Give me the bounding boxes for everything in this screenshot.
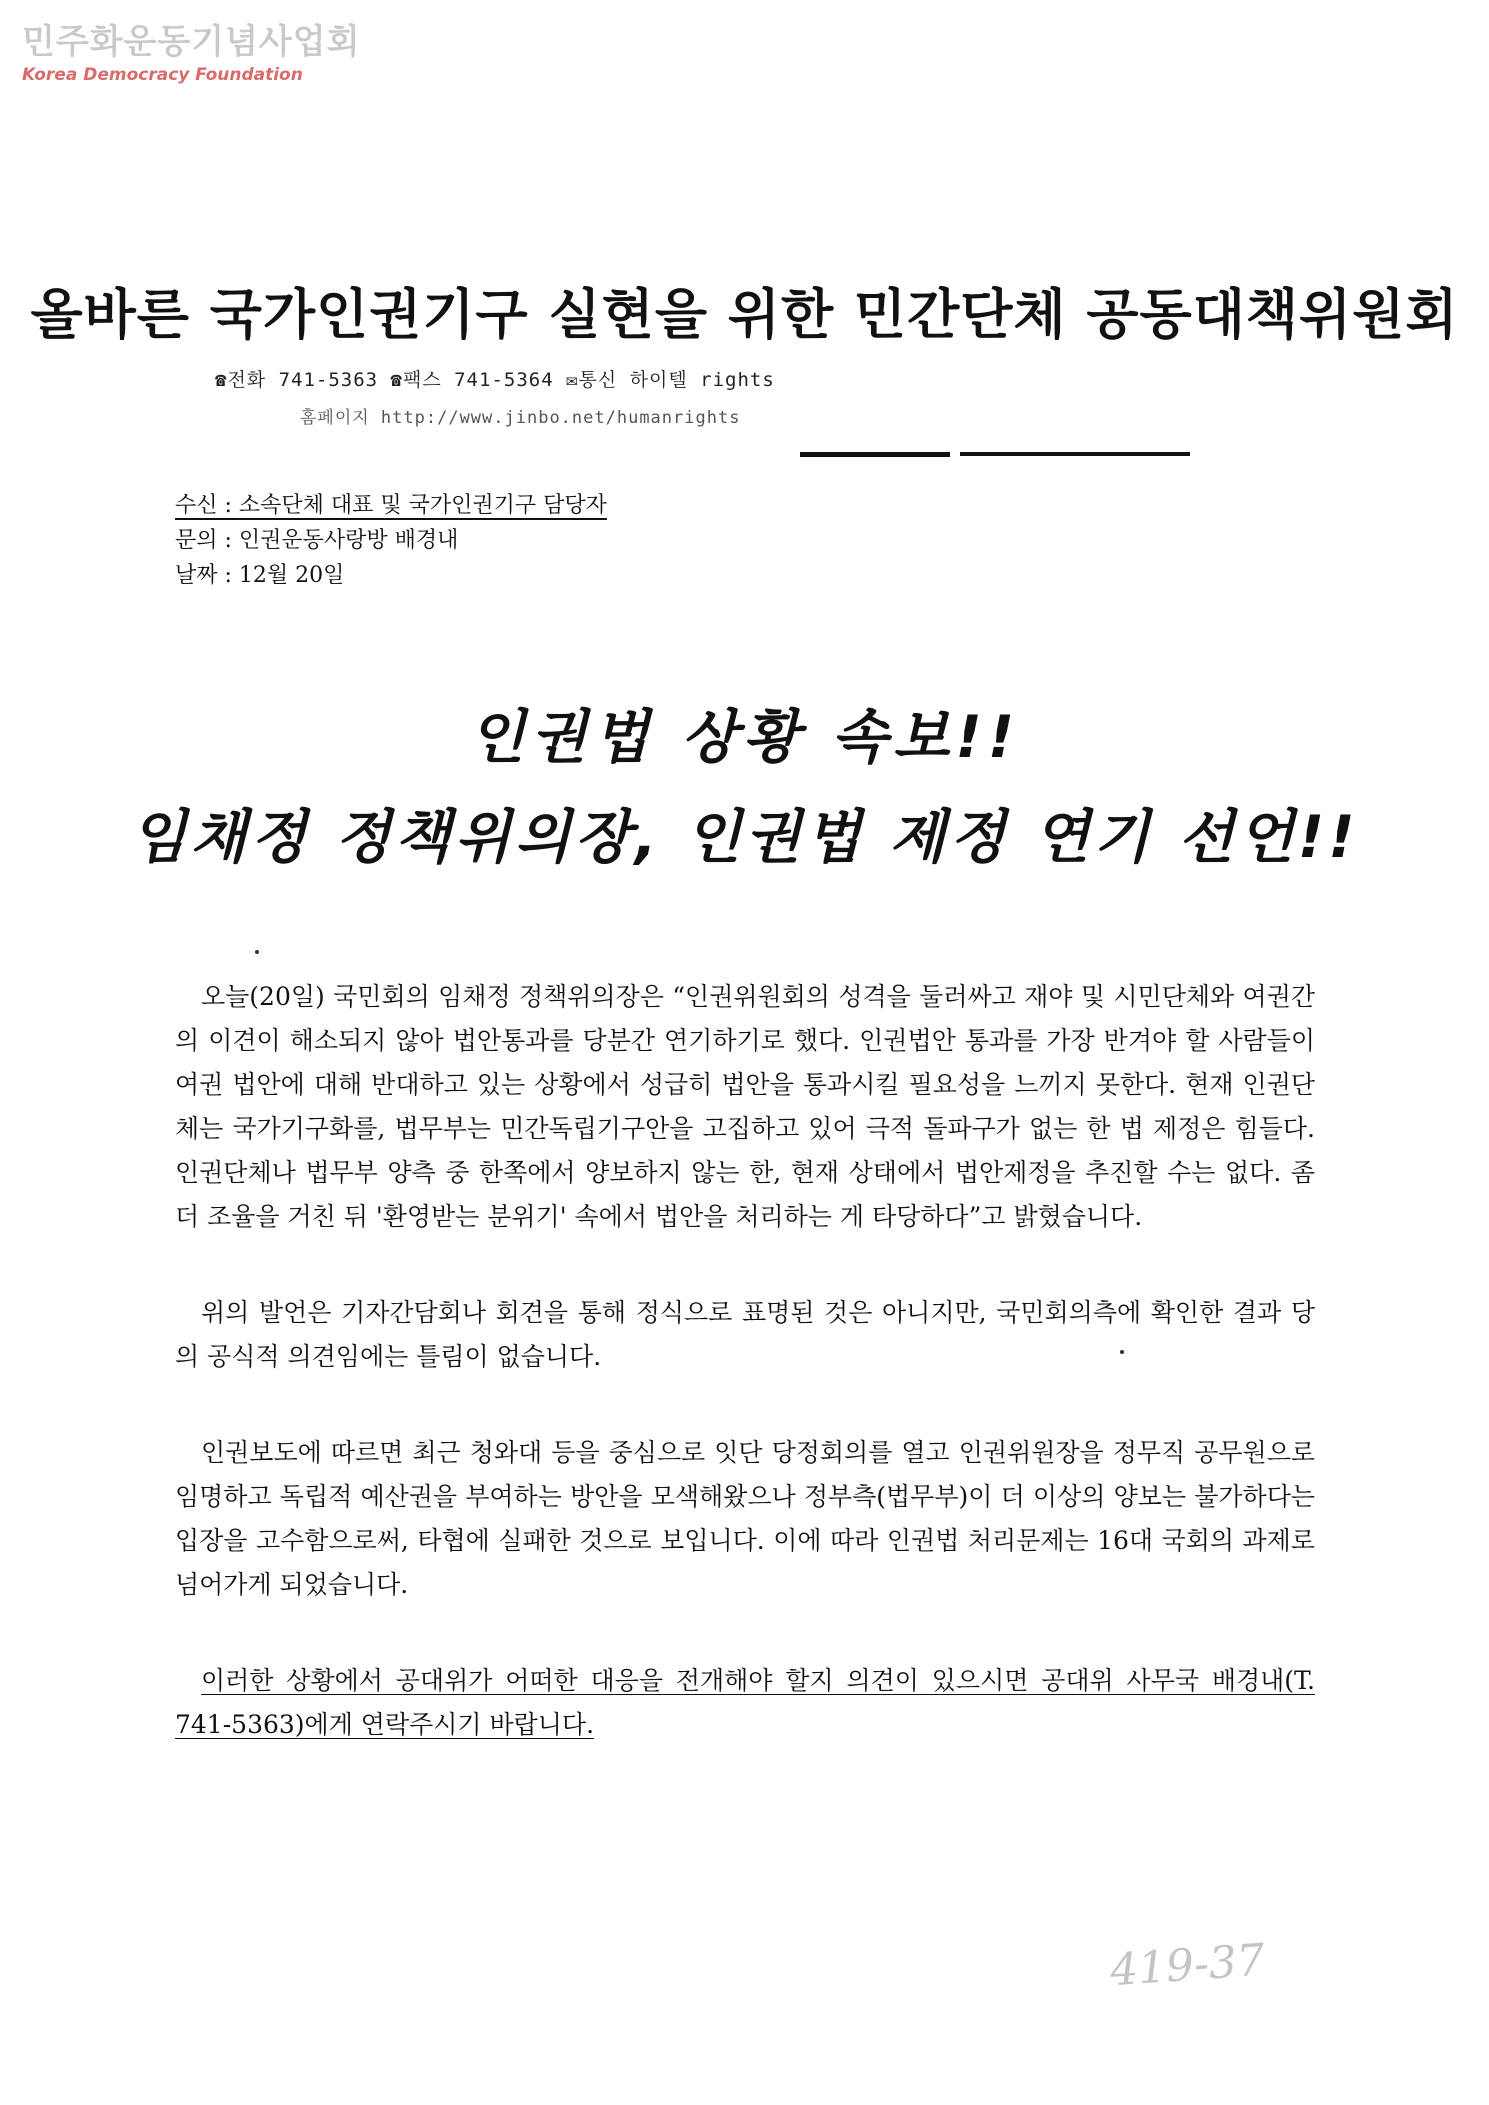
headline-line-1: 인권법 상황 속보!! [468,703,1021,771]
fax-smudge [800,452,950,457]
fax-smudge [960,452,1190,456]
body-paragraph-1: 오늘(20일) 국민회의 임채정 정책위의장은 “인권위원회의 성격을 둘러싸고 재야 및 시민단체와 여권간의 이견이 해소되지 않아 법안통과를 당분간 연기하기로 했다. 인권법안 통과를 가장 반겨야 할 사람들이 여권 법안에 대해 반대하고 있는 상황에서 성급히 법안을 통과시킬 필요성을 느끼지 못한다. 현재 인권단체는 국가기구화를, 법무부는 민간독립기구안을 고집하고 있어 극적 돌파구가 없는 한 법 제정은 힘들다. 인권단체나 법무부 양측 중 한쪽에서 양보하지 않는 한, 현재 상태에서 법안제정을 추진할 수는 없다. 좀더 조율을 거친 뒤 '환영받는 분위기' 속에서 법안을 처리하는 게 타당하다”고 밝혔습니다. [175,982,1315,1231]
handwritten-page-note: 419-37 [1108,1934,1267,1997]
headline-line-2: 임채정 정책위의장, 인권법 제정 연기 선언!! [130,803,1359,871]
watermark [22,22,360,86]
memo-date-value: 12월 20일 [238,563,345,588]
organization-title: 올바른 국가인권기구 실현을 위한 민간단체 공동대책위원회 [30,283,1459,346]
memo-contact-label: 문의 : [175,528,239,553]
contact-line-1: ☎전화 741-5363 ☎팩스 741-5364 ✉통신 하이텔 rights [215,369,775,391]
memo-to-row [175,488,607,523]
memo-date-row [175,558,607,593]
memo-date-label: 날짜 : [175,563,239,588]
memo-block [175,488,607,593]
watermark-english: Korea Democracy Foundation [22,65,303,85]
memo-to-label: 수신 : [175,493,239,518]
speck [255,950,259,954]
memo-to-value: 소속단체 대표 및 국가인권기구 담당자 [238,493,607,518]
body-paragraph-2: 위의 발언은 기자간담회나 회견을 통해 정식으로 표명된 것은 아니지만, 국민회의측에 확인한 결과 당의 공식적 의견임에는 틀림이 없습니다. [175,1298,1315,1371]
memo-contact-row [175,523,607,558]
memo-contact-value: 인권운동사랑방 배경내 [238,528,459,553]
watermark-korean: 민주화운동기념사업회 [22,22,361,62]
contact-line-2: 홈페이지 http://www.jinbo.net/humanrights [300,408,741,428]
body-paragraph-3: 인권보도에 따르면 최근 청와대 등을 중심으로 잇단 당정회의를 열고 인권위원장을 정무직 공무원으로 임명하고 독립적 예산권을 부여하는 방안을 모색해왔으나 정부측(법무부)이 더 이상의 양보는 불가하다는 입장을 고수함으로써, 타협에 실패한 것으로 보입니다. 이에 따라 인권법 처리문제는 16대 국회의 과제로 넘어가게 되었습니다. [175,1438,1315,1599]
body-text [175,975,1315,1799]
body-paragraph-4: 이러한 상황에서 공대위가 어떠한 대응을 전개해야 할지 의견이 있으시면 공대위 사무국 배경내(T. 741-5363)에게 연락주시기 바랍니다. [175,1666,1315,1739]
